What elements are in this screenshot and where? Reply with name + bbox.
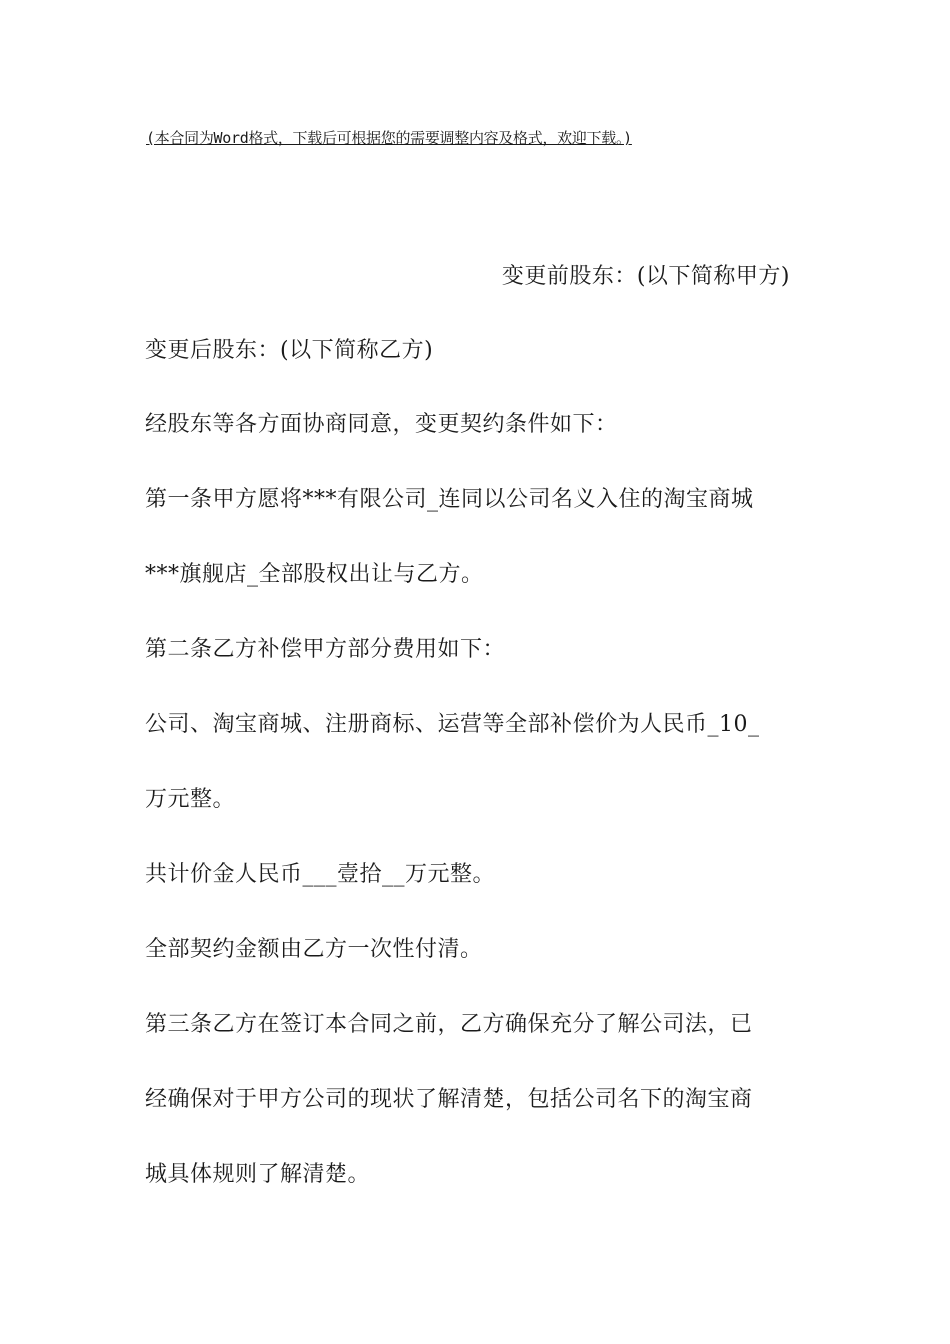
body-line: 城具体规则了解清楚。 <box>145 1162 371 1187</box>
body-line: 第三条乙方在签订本合同之前，乙方确保充分了解公司法，已 <box>145 1012 753 1037</box>
party-b-line: 变更后股东：(以下简称乙方) <box>145 338 434 363</box>
body-line: ***旗舰店_全部股权出让与乙方。 <box>145 562 484 587</box>
body-line: 经股东等各方面协商同意，变更契约条件如下： <box>145 412 618 437</box>
body-line: 共计价金人民币___壹拾__万元整。 <box>145 862 496 887</box>
body-line: 万元整。 <box>145 787 236 812</box>
body-line: 全部契约金额由乙方一次性付清。 <box>145 937 483 962</box>
format-notice: (本合同为Word格式，下载后可根据您的需要调整内容及格式，欢迎下载。) <box>146 129 632 147</box>
body-line: 第一条甲方愿将***有限公司_连同以公司名义入住的淘宝商城 <box>145 487 754 512</box>
body-line: 经确保对于甲方公司的现状了解清楚，包括公司名下的淘宝商 <box>145 1087 753 1112</box>
party-a-line: 变更前股东：(以下简称甲方) <box>501 264 790 289</box>
body-line: 第二条乙方补偿甲方部分费用如下： <box>145 637 506 662</box>
body-line: 公司、淘宝商城、注册商标、运营等全部补偿价为人民币_10_ <box>145 712 760 737</box>
